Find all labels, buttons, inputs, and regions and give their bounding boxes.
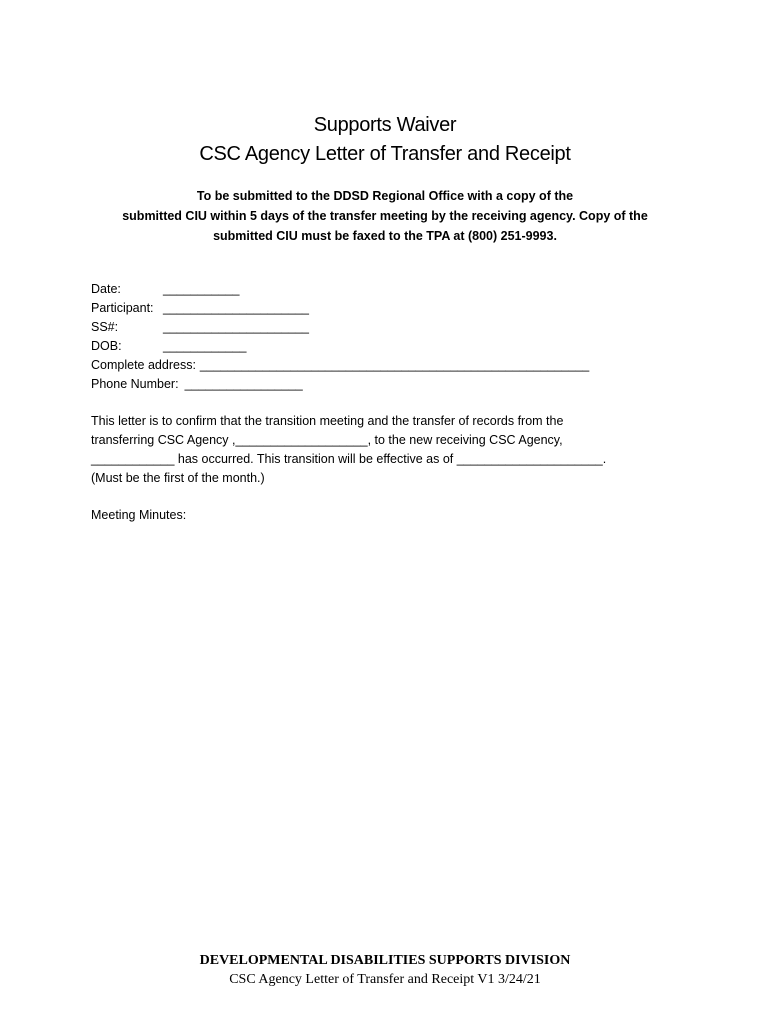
footer-version: CSC Agency Letter of Transfer and Receipt V1 3/24/21	[229, 972, 541, 987]
notice-line-3: submitted CIU must be faxed to the TPA at (800) 251-9993.	[213, 229, 557, 243]
date-row	[91, 280, 589, 299]
ss-row	[91, 318, 589, 337]
ss-label: SS#:	[91, 320, 119, 334]
dob-label: DOB:	[91, 339, 122, 353]
confirmation-paragraph	[91, 412, 691, 488]
participant-fields	[91, 280, 589, 394]
ss-field[interactable]: _____________________	[163, 320, 309, 334]
participant-label: Participant:	[91, 301, 154, 315]
participant-row	[91, 299, 589, 318]
phone-label: Phone Number:	[91, 377, 179, 391]
paragraph-line-1: This letter is to confirm that the transition meeting and the transfer of records from the	[91, 414, 564, 428]
dob-row	[91, 337, 589, 356]
address-row	[91, 356, 589, 375]
address-field[interactable]: ________________________________________________________	[199, 358, 590, 372]
notice-line-1: To be submitted to the DDSD Regional Office with a copy of the	[196, 189, 574, 203]
meeting-minutes-label: Meeting Minutes:	[91, 508, 187, 522]
participant-field[interactable]: _____________________	[163, 301, 309, 315]
submission-notice	[0, 186, 770, 246]
paragraph-line-3: ____________ has occurred. This transition will be effective as of _____________________.	[91, 452, 607, 466]
paragraph-line-2: transferring CSC Agency ,___________________, to the new receiving CSC Agency,	[91, 433, 563, 447]
phone-field[interactable]: _________________	[184, 377, 303, 391]
footer-division: DEVELOPMENTAL DISABILITIES SUPPORTS DIVISION	[199, 953, 571, 968]
date-label: Date:	[91, 282, 121, 296]
document-title: Supports Waiver	[313, 114, 457, 136]
notice-line-2: submitted CIU within 5 days of the transfer meeting by the receiving agency. Copy of the	[122, 209, 648, 223]
phone-row	[91, 375, 589, 394]
dob-field[interactable]: ____________	[163, 339, 247, 353]
address-label: Complete address:	[91, 358, 196, 372]
date-field[interactable]: ___________	[163, 282, 240, 296]
paragraph-line-4: (Must be the first of the month.)	[91, 471, 265, 485]
document-subtitle: CSC Agency Letter of Transfer and Receipt	[199, 143, 571, 165]
